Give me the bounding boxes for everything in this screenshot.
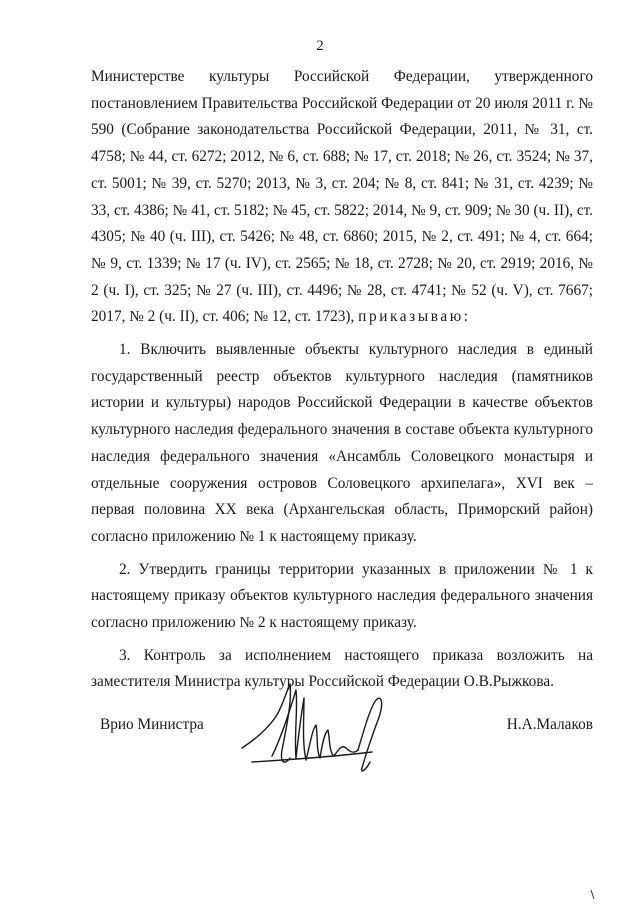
preamble-text: Министерстве культуры Российской Федерации, утвержденного постановлением Правительства Российской Федерации от 20 июля 2011 г. № 590 (Собрание законодательства Российской Федерации, 2011, № 31, ст. 4758; № 44, ст. 6272; 2012, № 6, ст. 688; № 17, ст. 2018; № 26, ст. 3524; № 37, ст. 5001; № 39, ст. 5270; 2013, № 3, ст. 204; № 8, ст. 841; № 31, ст. 4239; № 33, ст. 4386; № 41, ст. 5182; № 45, ст. 5822; 2014, № 9, ст. 909; № 30 (ч. II), ст. 4305; № 40 (ч. III), ст. 5426; № 48, ст. 6860; 2015, № 2, ст. 491; № 4, ст. 664; № 9, ст. 1339; № 17 (ч. IV), ст. 2565; № 18, ст. 2728; № 20, ст. 2919; 2016, № 2 (ч. I), ст. 325; № 27 (ч. III), ст. 4496; № 28, ст. 4741; № 52 (ч. V), ст. 7667; 2017, № 2 (ч. II), ст. 406; № 12, ст. 1723), (91, 68, 593, 326)
item-1: 1. Включить выявленные объекты культурного наследия в единый государственный реестр объектов культурного наследия (памятников истории и культуры) народов Российской Федерации в качестве объектов культурного наследия федерального значения в составе объекта культурного наследия федерального значения «Ансамбль Соловецкого монастыря и отдельные сооружения островов Соловецкого архипелага», XVI век – первая половина XX века (Архангельская область, Приморский район) согласно приложению № 1 к настоящему приказу. (91, 341, 593, 545)
page-number: 2 (316, 38, 324, 54)
signatory-name: Н.А.Малаков (506, 716, 593, 733)
handwritten-signature (232, 670, 402, 780)
signatory-title: Врио Министра (100, 716, 204, 733)
corner-mark (588, 888, 602, 902)
preamble-paragraph (91, 64, 593, 331)
item-2: 2. Утвердить границы территории указанных в приложении № 1 к настоящему приказу объектов культурного наследия федерального значения согласно приложению № 2 к настоящему приказу. (91, 560, 593, 632)
item-3: 3. Контроль за исполнением настоящего приказа возложить на заместителя Министра культуры Российской Федерации О.В.Рыжкова. (91, 646, 593, 691)
order-word: приказываю: (358, 308, 471, 326)
document-body (91, 64, 593, 696)
